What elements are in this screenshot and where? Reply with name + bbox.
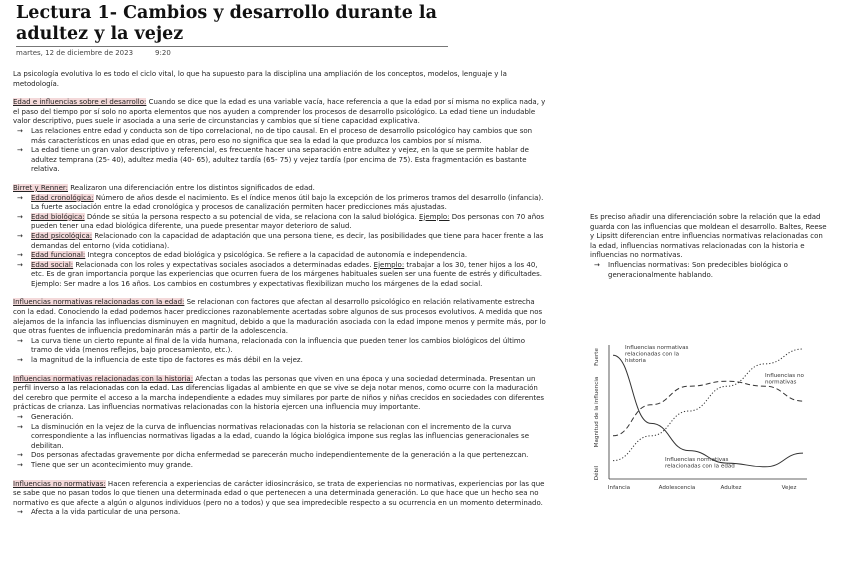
title-divider — [16, 46, 448, 47]
section-text: Realizaron una diferenciación entre los distintos significados de edad. — [68, 183, 315, 192]
list-item: → Afecta a la vida particular de una persona. — [13, 508, 548, 518]
series-label-age — [665, 457, 735, 470]
example-label: Ejemplo: — [419, 212, 450, 221]
section-text: Se relacionan con factores que afectan al desarrollo psicológico en relación relativamente estrecha con la edad. Conociendo la edad podemos hacer predicciones razonablemente acertadas sobre algunos de sus procesos evolutivos. A medida que nos alejamos de la infancia las influencias disminuyen en magnitud, debido a que la maduración asociada con la edad impone menos y permite más, por lo que otras fuentes de influencia predominarán más a partir de la adolescencia. — [13, 298, 546, 336]
list-item: → Edad cronológica: Número de años desde el nacimiento. Es el índice menos útil bajo la excepción de los primeros tramos del desarrollo (infancia). La fuerte asociación entre la edad cronológica y procesos de canalización permiten hacer predicciones más ajustadas. — [13, 194, 548, 213]
list-item: → La edad tiene un gran valor descriptivo y referencial, es frecuente hacer una separación entre adultez y vejez, en la que se permite hablar de adultez temprana (25- 40), adultez media (40- 65), adultez tardía (65- 75) y vejez tardía (por encima de 75). Esta fragmentación es bastante relativa. — [13, 146, 548, 175]
series-label-line: relacionadas con la — [625, 351, 680, 358]
section-edad-influencias — [13, 98, 548, 175]
term: Edad social: — [31, 260, 74, 269]
list-item: → La curva tiene un cierto repunte al final de la vida humana, relacionada con la influencia que pueden tener los cambios biológicos del último tramo de vida (menos reflejos, bajo procesamiento, etc.). — [13, 337, 548, 356]
side-note-text: Es preciso añadir una diferenciación sobre la relación que la edad guarda con las influencias que moldean el desarrollo. Baltes, Reese y Lipsitt diferencian entre influencias normativas relacionadas con la edad, influencias normativas relacionadas con la historia e influencias no normativas. — [590, 213, 827, 260]
y-axis-label: Magnitud de la influencia — [594, 376, 600, 448]
list-item: → Tiene que ser un acontecimiento muy grande. — [13, 461, 548, 471]
section-heading: Influencias normativas relacionadas con la historia: — [13, 374, 194, 383]
page-time: 9:20 — [155, 49, 171, 57]
page-meta — [16, 49, 193, 57]
list-item: → Dos personas afectadas gravemente por dicha enfermedad se parecerán mucho independientemente de la generación a la que pertenezcan. — [13, 451, 548, 461]
page-title: Lectura 1- Cambios y desarrollo durante la adultez y la vejez — [16, 3, 437, 44]
series-label-line: normativas — [765, 379, 797, 386]
term: Edad cronológica: — [31, 193, 94, 202]
page-date: martes, 12 de diciembre de 2023 — [16, 49, 134, 57]
section-text: Cuando se dice que la edad es una variable vacía, hace referencia a que la edad por sí misma no explica nada, y el paso del tiempo por sí solo no aporta elementos que nos ayuden a comprender los procesos de desarrollo psicológico. La edad tiene un indudable valor descriptivo, pues suele ir asociada a una serie de circunstancias y cambios que sí tiene capacidad explicativa. — [13, 98, 546, 126]
section-heading: Influencias no normativas: — [13, 479, 106, 488]
section-text: Hacen referencia a experiencias de carácter idiosincrásico, se trata de experiencias no normativas, experiencias por las que se sabe que no pasan todos lo que tienen una determinada edad o que pertenecen a una determinada generación. Lo que hace que un hecho sea no normativo es que afecte a algún o algunos individuos (pero no a todos) y que sea impredecible respecto a su ocurrencia en un momento determinado. — [13, 479, 545, 507]
series-lines — [613, 349, 803, 467]
x-tick-label: Adultez — [720, 485, 742, 491]
list-item: → Generación. — [13, 413, 548, 423]
series-label-line: relacionadas con la edad — [665, 463, 735, 470]
series-history-line — [613, 381, 803, 436]
list-item: → Las relaciones entre edad y conducta son de tipo correlacional, no de tipo causal. En el proceso de desarrollo psicológico hay cambios que son más característicos en unas edad que en otras, pero eso no significa que sea la edad la que produzca los cambios por sí misma. — [13, 127, 548, 146]
term: Edad psicológica: — [31, 231, 93, 240]
series-label-history — [625, 345, 689, 364]
x-tick-labels — [608, 485, 797, 491]
term: Edad biológica: — [31, 212, 85, 221]
section-normativas-edad — [13, 298, 548, 365]
side-note[interactable] — [590, 213, 830, 280]
section-birret-renner — [13, 184, 548, 290]
series-age-line — [613, 355, 803, 467]
series-label-line: Influencias no — [765, 373, 804, 379]
section-normativas-historia — [13, 375, 548, 471]
list-item: → la magnitud de la influencia de este tipo de factores es más débil en la vejez. — [13, 356, 548, 366]
list-item: → Edad social: Relacionada con los roles y expectativas sociales asociados a determinadas edades. Ejemplo: trabajar a los 30, tener hijos a los 40, etc. Es de gran importancia porque las experiencias que ocurren fuera de los márgenes habituales suelen ser una fuente de estrés y dificultades. Ejemplo: Ser madre a los 16 años. Los cambios en costumbres y expectativas flexibilizan mucho los márgenes de la edad social. — [13, 261, 548, 290]
section-heading: Influencias normativas relacionadas con la edad: — [13, 298, 185, 307]
y-axis-bottom-label: Débil — [594, 465, 600, 481]
list-item: → La disminución en la vejez de la curva de influencias normativas relacionadas con la historia se relacionan con el incremento de la curva correspondiente a las influencias normativas ligadas a la edad, cuando la lógica biológica impone sus reglas las influencias generacionales se debilitan. — [13, 423, 548, 452]
section-heading: Birret y Renner: — [13, 183, 69, 192]
series-label-line: Influencias normativas — [625, 345, 689, 351]
section-text: Afectan a todas las personas que viven en una época y una sociedad determinada. Presentan un perfil inverso a las relacionadas con la edad. Las diferencias ligadas al ambiente en que se vive se deja notar menos, como ocurre con la maduración del cerebro que permite el acceso a la marcha independiente a edades muy similares por parte de niños y niñas crecidos en sociedades con diferentes prácticas de crianza. Las influencias normativas relacionadas con la historia ejercen una influencia muy importante. — [13, 374, 545, 412]
y-axis-top-label: Fuerte — [594, 348, 600, 366]
note-body[interactable] — [13, 70, 548, 518]
intro-paragraph: La psicología evolutiva lo es todo el ciclo vital, lo que ha supuesto para la disciplina una ampliación de los conceptos, modelos, lenguaje y la metodología. — [13, 70, 507, 88]
influences-chart — [585, 335, 815, 501]
series-label-line: historia — [625, 358, 646, 364]
series-non-normative-line — [613, 349, 803, 461]
x-tick-label: Vejez — [781, 485, 797, 491]
series-label-non-normative — [765, 373, 805, 386]
example-label: Ejemplo: — [373, 260, 405, 269]
x-tick-label: Infancia — [607, 485, 631, 491]
list-item: → Edad psicológica: Relacionado con la capacidad de adaptación que una persona tiene, es decir, las posibilidades que tiene para hacer frente a las demandas del entorno (vida cotidiana). — [13, 232, 548, 251]
chart-svg — [585, 335, 815, 497]
section-heading: Edad e influencias sobre el desarrollo: — [13, 98, 147, 107]
series-label-line: Influencias normativas — [665, 457, 729, 463]
side-note-bullet: → Influencias normativas: Son predecibles biológica o generacionalmente hablando. — [590, 261, 830, 280]
x-tick-label: Adolescencia — [658, 485, 696, 491]
section-no-normativas — [13, 480, 548, 518]
list-item: → Edad funcional: Integra conceptos de edad biológica y psicológica. Se refiere a la capacidad de autonomía e independencia. — [13, 251, 548, 261]
term: Edad funcional: — [31, 251, 86, 260]
list-item: → Edad biológica: Dónde se sitúa la persona respecto a su potencial de vida, se relaciona con la salud biológica. Ejemplo: Dos personas con 70 años pueden tener una edad biológica diferente, una puede presentar mayor deterioro de salud. — [13, 213, 548, 232]
